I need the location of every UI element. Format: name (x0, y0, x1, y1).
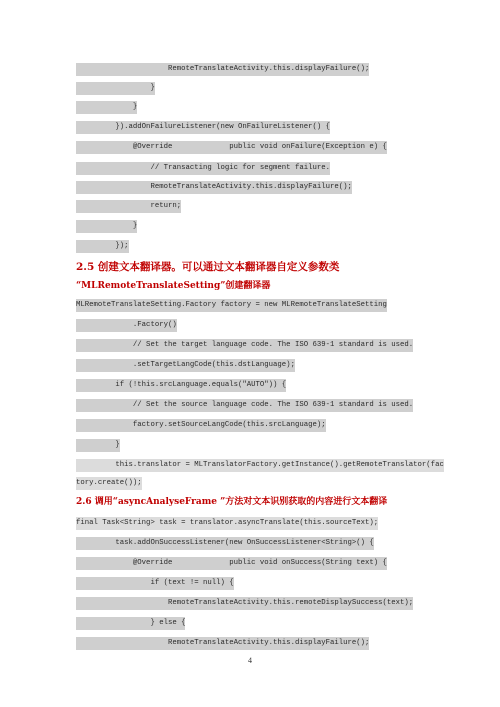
code-line: }); (76, 240, 129, 253)
code-line: } else { (76, 617, 185, 630)
code-line: } (76, 82, 155, 95)
code-line: MLRemoteTranslateSetting.Factory factory = new MLRemoteTranslateSetting (76, 299, 387, 312)
code-line: } (76, 101, 137, 114)
code-line: RemoteTranslateActivity.this.remoteDisplaySuccess(text); (76, 597, 413, 610)
code-line: .setTargetLangCode(this.dstLanguage); (76, 359, 295, 372)
section-heading-2-5: 2.5 创建文本翻译器。可以通过文本翻译器自定义参数类 (76, 261, 340, 273)
section-heading-2-5-cont: “MLRemoteTranslateSetting”创建翻译器 (76, 281, 271, 291)
code-line: task.addOnSuccessListener(new OnSuccessListener<String>() { (76, 537, 374, 550)
code-line: } (76, 220, 137, 233)
code-line: RemoteTranslateActivity.this.displayFailure(); (76, 181, 352, 194)
section-heading-2-6: 2.6 调用“asyncAnalyseFrame ”方法对文本识别获取的内容进行文本翻译 (76, 497, 388, 507)
code-line: factory.setSourceLangCode(this.srcLanguage); (76, 419, 326, 432)
code-line: if (text != null) { (76, 577, 234, 590)
code-line: if (!this.srcLanguage.equals("AUTO")) { (76, 379, 286, 392)
page-number: 4 (248, 656, 252, 665)
code-line: RemoteTranslateActivity.this.displayFailure(); (76, 637, 369, 650)
code-line: } (76, 439, 120, 452)
code-line: this.translator = MLTranslatorFactory.getInstance().getRemoteTranslator(fac (76, 459, 444, 472)
code-line: // Set the target language code. The ISO 639-1 standard is used. (76, 339, 413, 352)
code-line: final Task<String> task = translator.asyncTranslate(this.sourceText); (76, 517, 378, 530)
code-line: RemoteTranslateActivity.this.displayFailure(); (76, 63, 369, 76)
code-line: }).addOnFailureListener(new OnFailureListener() { (76, 121, 330, 134)
code-line: @Override public void onSuccess(String text) { (76, 557, 387, 570)
code-line: tory.create()); (76, 477, 142, 490)
code-line: // Set the source language code. The ISO 639-1 standard is used. (76, 399, 413, 412)
code-line: // Transacting logic for segment failure. (76, 162, 330, 175)
code-line: return; (76, 200, 181, 213)
code-line: @Override public void onFailure(Exception e) { (76, 141, 387, 154)
code-line: .Factory() (76, 319, 177, 332)
